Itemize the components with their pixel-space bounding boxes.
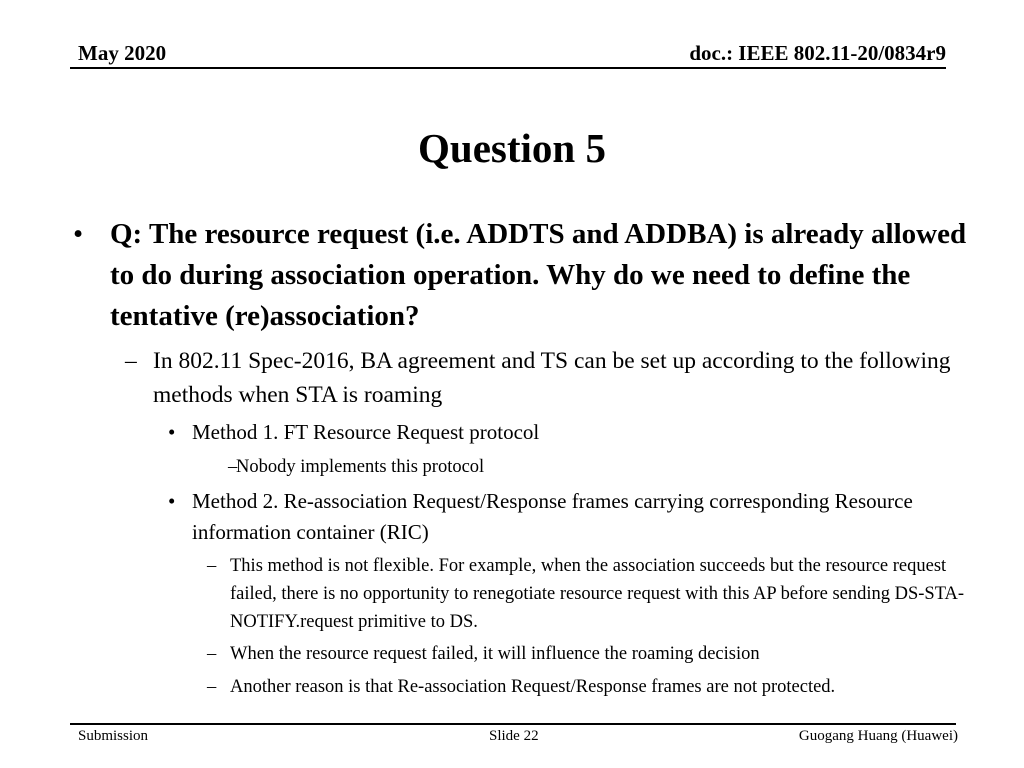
dash-icon: – — [125, 348, 137, 374]
footer-submission: Submission — [78, 728, 149, 744]
method-2-note-2: When the resource request failed, it will influence the roaming decision — [230, 644, 760, 664]
dash-icon: – — [207, 644, 217, 664]
dash-icon: – — [207, 556, 217, 576]
footer-author: Guogang Huang (Huawei) — [798, 728, 958, 744]
question-text: Q: The resource request (i.e. ADDTS and ADDBA) is already allowed to do during association operation. Why do we need to define the tentative (re)association? — [110, 218, 967, 332]
method-2-label: Method 2. Re-association Request/Response frames carrying corresponding Resource information container (RIC) — [192, 489, 913, 544]
bullet-icon: • — [168, 420, 176, 444]
footer-divider — [70, 723, 956, 725]
method-2-note-3: Another reason is that Re-association Request/Response frames are not protected. — [230, 677, 836, 697]
dash-icon: – — [228, 457, 238, 477]
slide-title: Question 5 — [418, 125, 606, 171]
method-2-note-1: This method is not flexible. For example, when the association succeeds but the resource request failed, there is no opportunity to renegotiate resource request with this AP before sending DS-STA-NOTIFY.request primitive to DS. — [230, 556, 965, 632]
dash-icon: – — [207, 677, 217, 697]
footer-slide-number: Slide 22 — [489, 728, 539, 744]
header-divider — [70, 67, 946, 69]
level2-text: In 802.11 Spec-2016, BA agreement and TS can be set up according to the following methods when STA is roaming — [153, 348, 951, 408]
bullet-icon: • — [168, 489, 176, 513]
method-1-label: Method 1. FT Resource Request protocol — [192, 420, 540, 444]
method-1-note-1: Nobody implements this protocol — [236, 457, 485, 477]
header-date: May 2020 — [78, 41, 167, 65]
bullet-icon: • — [73, 218, 84, 250]
header-doc-id: doc.: IEEE 802.11-20/0834r9 — [689, 41, 946, 65]
